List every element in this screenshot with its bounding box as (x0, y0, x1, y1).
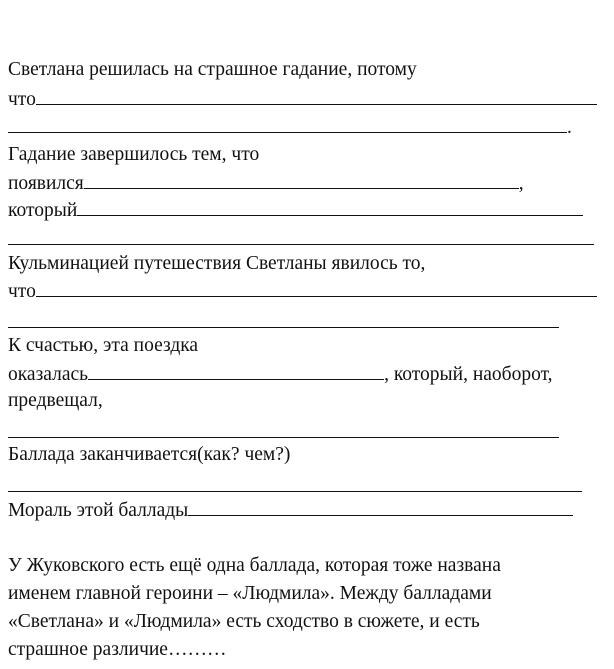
q2-prefix-text: появился (8, 173, 84, 194)
q6-answer-blank[interactable] (188, 498, 573, 516)
note-line-2 (8, 582, 492, 606)
q2-answer-blank-2[interactable] (77, 198, 583, 216)
note-line-3 (8, 610, 480, 634)
q3-answer-blank-1[interactable] (36, 279, 597, 297)
q2-line-2 (8, 171, 524, 196)
q2-prompt-text: Гадание завершилось тем, что (8, 144, 260, 165)
q5-line-1 (8, 443, 290, 467)
q1-prefix-text: что (8, 89, 36, 110)
note-text-2: именем главной героини – «Людмила». Между балладами (8, 583, 492, 604)
q1-line-1 (8, 58, 417, 82)
q5-answer-blank[interactable] (8, 491, 582, 492)
note-line-4 (8, 638, 226, 662)
q5-prompt-text: Баллада заканчивается(как? чем?) (8, 444, 291, 465)
q3-prefix-text: что (8, 281, 36, 302)
q4-foretold-text: предвещал, (8, 390, 103, 411)
q4-line-1 (8, 334, 198, 358)
q4-suffix-text: , который, наоборот, (384, 364, 553, 385)
q2-answer-blank-1[interactable] (84, 171, 519, 189)
q4-answer-blank-1[interactable] (88, 362, 384, 380)
note-text-1: У Жуковского есть ещё одна баллада, которая тоже названа (8, 555, 501, 576)
q1-period-text: . (567, 117, 572, 138)
q1-answer-blank-1[interactable] (36, 87, 597, 105)
q1-prompt-text: Светлана решилась на страшное гадание, потому (8, 59, 417, 80)
q3-prompt-text: Кульминацией путешествия Светланы явилось то, (8, 253, 426, 274)
q4-answer-blank-2[interactable] (8, 437, 559, 438)
q2-line-1 (8, 143, 259, 167)
q6-prompt-text: Мораль этой баллады (8, 500, 189, 521)
q4-prefix-text: оказалась (8, 364, 89, 385)
q6-line-1 (8, 498, 573, 523)
note-text-4: страшное различие……… (8, 639, 227, 660)
q2-which-text: который (8, 200, 78, 221)
note-line-1 (8, 554, 501, 578)
q4-prompt-text: К счастью, эта поездка (8, 335, 199, 356)
q4-line-2 (8, 362, 553, 387)
q2-line-3 (8, 198, 583, 223)
q3-line-2 (8, 279, 597, 304)
q1-answer-blank-2[interactable] (8, 115, 567, 133)
q1-line-2 (8, 87, 597, 112)
q3-line-1 (8, 252, 425, 276)
note-text-3: «Светлана» и «Людмила» есть сходство в сюжете, и есть (8, 611, 480, 632)
q2-comma-text: , (518, 173, 524, 194)
q4-line-3 (8, 389, 103, 413)
q1-line-3 (8, 115, 572, 140)
q3-answer-blank-2[interactable] (8, 327, 559, 328)
q2-answer-blank-3[interactable] (8, 244, 594, 245)
